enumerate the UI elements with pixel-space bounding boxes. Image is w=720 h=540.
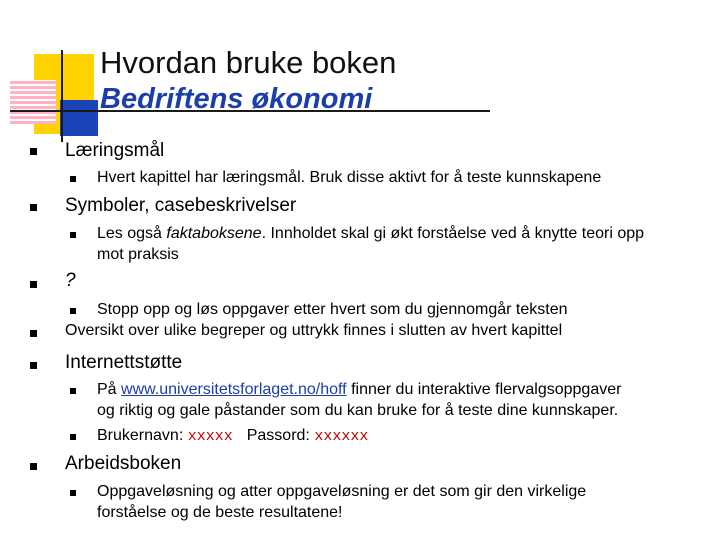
sub-bullet-icon	[70, 308, 76, 314]
decor-vertical-line	[61, 50, 63, 142]
bullet-icon	[30, 362, 37, 369]
section-heading-arbeidsboken: Arbeidsboken	[65, 453, 182, 474]
bullet-icon	[30, 148, 37, 155]
credentials-item: Brukernavn: xxxxx Passord: xxxxxx	[97, 427, 369, 445]
bullet-icon	[30, 330, 37, 337]
sub-item-continuation: og riktig og gale påstander som du kan bruke for å teste dine kunnskaper.	[97, 402, 619, 419]
bullet-icon	[30, 204, 37, 211]
sub-bullet-icon	[70, 176, 76, 182]
website-link[interactable]: www.universitetsforlaget.no/hoff	[121, 381, 347, 398]
sub-bullet-icon	[70, 490, 76, 496]
section-heading-laeringsmal: Læringsmål	[65, 140, 165, 161]
faktaboksene-text: faktaboksene	[166, 225, 262, 242]
sub-bullet-icon	[70, 232, 76, 238]
decor-pink-striped-square	[10, 80, 56, 124]
slide-subtitle: Bedriftens økonomi	[100, 83, 373, 115]
bullet-icon	[30, 281, 37, 288]
section-heading-internettstotte: Internettstøtte	[65, 352, 183, 373]
sub-item: På www.universitetsforlaget.no/hoff finner du interaktive flervalgsoppgaver	[97, 381, 622, 398]
sub-item: Les også faktaboksene. Innholdet skal gi økt forståelse ved å knytte teori opp	[97, 225, 645, 242]
sub-item: Stopp opp og løs oppgaver etter hvert som du gjennomgår teksten	[97, 301, 568, 318]
section-heading-oversikt: Oversikt over ulike begreper og uttrykk finnes i slutten av hvert kapittel	[65, 322, 563, 339]
password-value: xxxxxx	[314, 428, 369, 445]
decor-blue-square	[60, 100, 98, 136]
sub-bullet-icon	[70, 388, 76, 394]
sub-item: Oppgaveløsning og atter oppgaveløsning er det som gir den virkelige	[97, 483, 587, 500]
bullet-icon	[30, 463, 37, 470]
section-heading-symboler: Symboler, casebeskrivelser	[65, 195, 297, 216]
slide-title: Hvordan bruke boken	[100, 45, 397, 80]
sub-item-continuation: forståelse og de beste resultatene!	[97, 504, 343, 521]
section-heading-question: ?	[65, 270, 76, 291]
sub-item-continuation: mot praksis	[97, 246, 179, 263]
sub-item: Hvert kapittel har læringsmål. Bruk disse aktivt for å teste kunnskapene	[97, 169, 602, 186]
username-value: xxxxx	[187, 428, 233, 445]
sub-bullet-icon	[70, 434, 76, 440]
